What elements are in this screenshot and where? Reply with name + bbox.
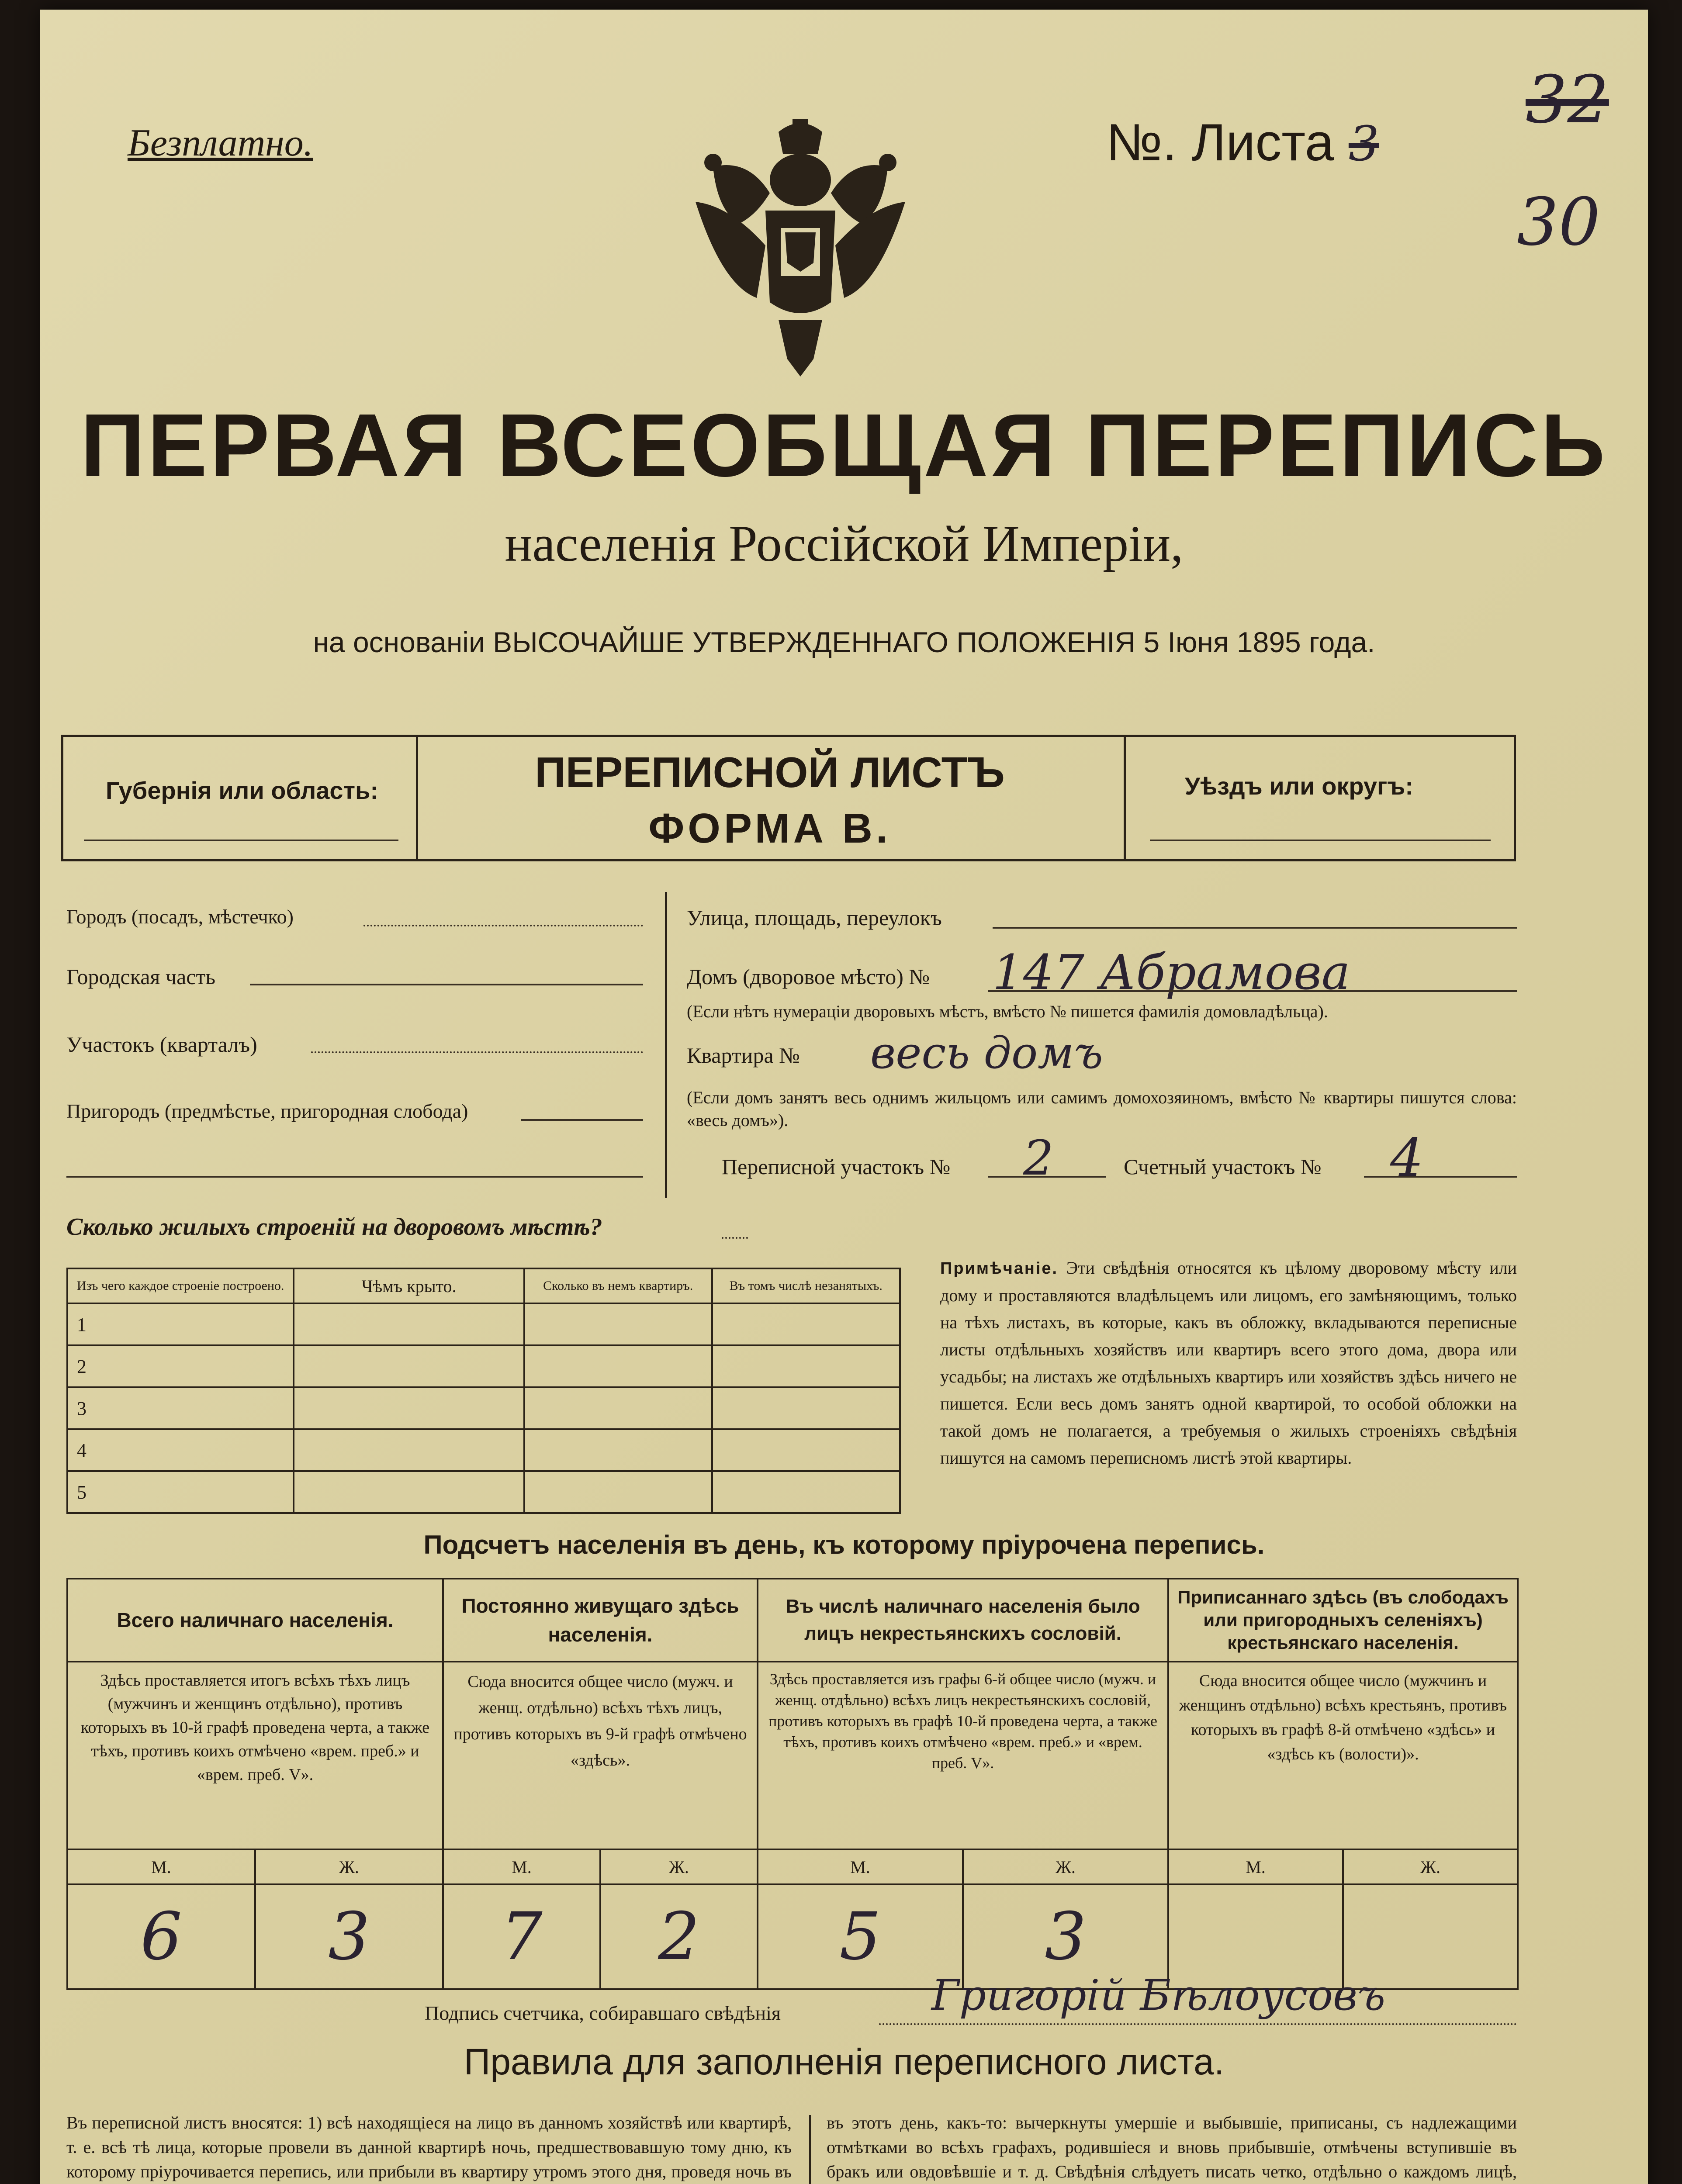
sheet-number	[1106, 112, 1379, 173]
street-field[interactable]	[993, 927, 1517, 929]
buildings-cell[interactable]	[294, 1471, 524, 1513]
buildings-header-apartments: Сколько въ немъ квартиръ.	[524, 1268, 712, 1303]
form-name: ФОРМА В.	[648, 805, 891, 852]
buildings-question-field[interactable]	[722, 1237, 748, 1239]
buildings-cell[interactable]	[712, 1303, 900, 1345]
population-header-total: Всего наличнаго населенія.	[67, 1579, 443, 1662]
note-text: Эти свѣдѣнія относятся къ цѣлому дворовому мѣсту или дому и проставляются владѣльцемъ или лицомъ, его замѣняющимъ, только на тѣхъ листахъ, въ которые, какъ въ обложку, вкладываются переписные листы отдѣльныхъ хозяйствъ или квартиръ всего этого дома, двора или усадьбы; на листахъ же отдѣльныхъ квартиръ или хозяйствъ здѣсь ничего не пишется. Если весь домъ занятъ одной квартирой, то особой обложки на такой домъ не полагается, а требуемыя о жилыхъ строеніяхъ свѣдѣнія пишутся на самомъ переписномъ листѣ этой квартиры.	[940, 1258, 1517, 1468]
buildings-header-vacant: Въ томъ числѣ незанятыхъ.	[712, 1268, 900, 1303]
house-label: Домъ (дворовое мѣсто) №	[687, 964, 930, 989]
population-non-peasant-m[interactable]: 5	[758, 1884, 963, 1989]
population-title: Подсчетъ населенія въ день, къ которому пріурочена перепись.	[423, 1530, 1265, 1559]
census-section-value[interactable]: 2	[1023, 1130, 1054, 1186]
suburb-label: Пригородъ (предмѣстье, пригородная слобода)	[66, 1100, 468, 1122]
buildings-cell[interactable]	[294, 1345, 524, 1387]
rules-title: Правила для заполненія переписного листа.	[464, 2041, 1225, 2082]
census-subtitle: населенія Россійской Имперіи,	[505, 515, 1184, 572]
district-label: Уѣздъ или округъ:	[1185, 772, 1413, 800]
sheet-number-value: 3	[1348, 116, 1379, 172]
buildings-cell[interactable]	[294, 1303, 524, 1345]
precinct-label: Участокъ (кварталъ)	[66, 1032, 257, 1057]
signature-value[interactable]: Григорій Бѣлоусовъ	[931, 1971, 1385, 2020]
signature-field	[879, 2023, 1517, 2025]
buildings-header-material: Изъ чего каждое строеніе построено.	[67, 1268, 294, 1303]
buildings-cell[interactable]	[524, 1387, 712, 1429]
note-label: Примѣчаніе.	[940, 1259, 1059, 1278]
count-section-label: Счетный участокъ №	[1124, 1154, 1322, 1179]
population-header-peasant: Приписаннаго здѣсь (въ слободахъ или пригородныхъ селеніяхъ) крестьянскаго населенія.	[1168, 1579, 1518, 1662]
province-field[interactable]	[84, 840, 398, 841]
corner-number-top: 32	[1526, 62, 1609, 138]
population-desc-total: Здѣсь проставляется итогъ всѣхъ тѣхъ лицъ (мужчинъ и женщинъ отдѣльно), противъ которыхъ въ 10-й графѣ проведена черта, а также тѣхъ, противъ коихъ отмѣчено «врем. преб.» и «врем. преб. V».	[67, 1662, 443, 1849]
corner-number-bottom: 30	[1517, 184, 1600, 260]
province-label: Губернія или область:	[106, 777, 379, 804]
apartment-note: (Если домъ занятъ весь однимъ жильцомъ или самимъ домохозяиномъ, вмѣсто № квартиры пишутся слова: «весь домъ»).	[687, 1088, 1517, 1130]
census-section-label: Переписной участокъ №	[722, 1154, 951, 1179]
population-permanent-f[interactable]: 2	[600, 1884, 758, 1989]
population-non-peasant-f[interactable]: 3	[963, 1884, 1168, 1989]
population-m-label: М.	[758, 1849, 963, 1884]
sheet-title: ПЕРЕПИСНОЙ ЛИСТЪ	[535, 748, 1005, 796]
population-desc-permanent: Сюда вносится общее число (мужч. и женщ. отдѣльно) всѣхъ тѣхъ лицъ, противъ которыхъ въ 9-й графѣ отмѣчено «здѣсь».	[443, 1662, 758, 1849]
population-f-label: Ж.	[963, 1849, 1168, 1884]
buildings-cell[interactable]	[712, 1471, 900, 1513]
city-part-label: Городская часть	[66, 964, 216, 989]
double-headed-eagle-emblem	[678, 114, 923, 385]
city-part-field[interactable]	[250, 984, 643, 985]
precinct-field[interactable]	[311, 1051, 643, 1053]
population-total-f[interactable]: 3	[255, 1884, 443, 1989]
census-basis: на основаніи ВЫСОЧАЙШЕ УТВЕРЖДЕННАГО ПОЛОЖЕНІЯ 5 Іюня 1895 года.	[313, 626, 1375, 658]
sheet-number-label: №. Листа	[1106, 113, 1334, 172]
buildings-cell[interactable]	[524, 1345, 712, 1387]
population-desc-peasant: Сюда вносится общее число (мужчинъ и женщинъ отдѣльно) всѣхъ крестьянъ, противъ которыхъ въ графѣ 8-й отмѣчено «здѣсь» и «здѣсь къ (волости)».	[1168, 1662, 1518, 1849]
free-label: Безплатно.	[128, 122, 313, 164]
rules-right-column: въ этотъ день, какъ-то: вычеркнуты умершіе и выбывшіе, приписаны, съ надлежащими отмѣтками во всѣхъ графахъ, родившіеся и вновь прибывшіе, отмѣчены вступившіе въ бракъ или овдовѣвшіе и т. д. Свѣдѣнія слѣдуетъ писать четко, отдѣльно о каждомъ лицѣ,	[827, 2113, 1517, 2181]
buildings-row-number: 3	[67, 1387, 294, 1429]
buildings-cell[interactable]	[294, 1429, 524, 1471]
census-sheet	[40, 10, 1648, 2184]
population-permanent-m[interactable]: 7	[443, 1884, 600, 1989]
rules-column-divider	[809, 2115, 811, 2184]
population-total-m[interactable]: 6	[67, 1884, 255, 1989]
apartment-label: Квартира №	[687, 1043, 800, 1068]
buildings-question: Сколько жилыхъ строеній на дворовомъ мѣстѣ?	[66, 1213, 602, 1241]
population-f-label: Ж.	[255, 1849, 443, 1884]
address-divider	[665, 892, 667, 1198]
buildings-cell[interactable]	[524, 1429, 712, 1471]
buildings-cell[interactable]	[524, 1303, 712, 1345]
population-f-label: Ж.	[600, 1849, 758, 1884]
census-section-field	[988, 1176, 1106, 1178]
count-section-value[interactable]: 4	[1390, 1128, 1424, 1189]
street-label: Улица, площадь, переулокъ	[687, 905, 942, 930]
city-field[interactable]	[363, 925, 643, 926]
rules-left-column: Въ переписной листъ вносятся: 1) всѣ находящіеся на лицо въ данномъ хозяйствѣ или квартирѣ, т. е. всѣ тѣ лица, которые провели въ данной квартирѣ ночь, предшествовавшую тому дню, къ которому пріурочивается перепись, или прибыли въ квартиру утромъ этого дня, проведя ночь въ	[66, 2113, 792, 2181]
house-value[interactable]: 147 Абрамова	[993, 944, 1350, 1000]
buildings-cell[interactable]	[712, 1429, 900, 1471]
house-field	[988, 990, 1517, 992]
buildings-row-number: 1	[67, 1303, 294, 1345]
buildings-row-number: 5	[67, 1471, 294, 1513]
signature-label: Подпись счетчика, собиравшаго свѣдѣнія	[425, 2002, 781, 2024]
suburb-field-2[interactable]	[66, 1176, 643, 1178]
count-section-field	[1364, 1176, 1517, 1178]
buildings-table	[66, 1268, 901, 1514]
buildings-row-number: 4	[67, 1429, 294, 1471]
buildings-cell[interactable]	[294, 1387, 524, 1429]
population-table	[66, 1578, 1519, 1990]
population-header-permanent: Постоянно живущаго здѣсь населенія.	[443, 1579, 758, 1662]
population-m-label: М.	[443, 1849, 600, 1884]
buildings-row-number: 2	[67, 1345, 294, 1387]
district-field[interactable]	[1150, 840, 1491, 841]
apartment-value[interactable]: весь домъ	[870, 1027, 1103, 1078]
population-header-non-peasant: Въ числѣ наличнаго населенія было лицъ некрестьянскихъ сословій.	[758, 1579, 1168, 1662]
buildings-cell[interactable]	[712, 1345, 900, 1387]
form-box-divider-right	[1124, 735, 1126, 861]
population-m-label: М.	[67, 1849, 255, 1884]
city-label: Городъ (посадъ, мѣстечко)	[66, 905, 294, 928]
buildings-header-roof: Чѣмъ крыто.	[294, 1268, 524, 1303]
note-block	[940, 1254, 1517, 1472]
population-m-label: М.	[1168, 1849, 1343, 1884]
population-f-label: Ж.	[1343, 1849, 1518, 1884]
population-desc-non-peasant: Здѣсь проставляется изъ графы 6-й общее число (мужч. и женщ. отдѣльно) всѣхъ лицъ некрестьянскихъ сословій, противъ которыхъ въ графѣ 10-й проведена черта, а также тѣхъ, противъ коихъ отмѣчено «врем. преб.» и «врем. преб. V».	[758, 1662, 1168, 1849]
buildings-cell[interactable]	[524, 1471, 712, 1513]
suburb-field-1[interactable]	[521, 1119, 643, 1121]
census-title: ПЕРВАЯ ВСЕОБЩАЯ ПЕРЕПИСЬ	[80, 395, 1608, 495]
buildings-cell[interactable]	[712, 1387, 900, 1429]
house-note: (Если нѣтъ нумераціи дворовыхъ мѣстъ, вмѣсто № пишется фамилія домовладѣльца).	[687, 1002, 1328, 1021]
